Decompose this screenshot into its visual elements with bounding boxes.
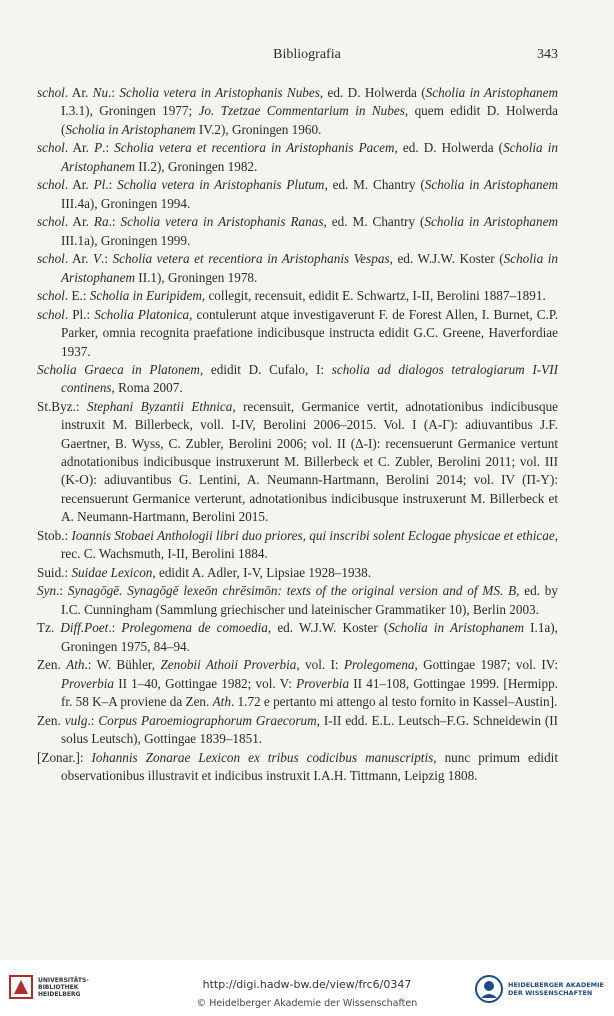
bibliography-entry: Scholia Graeca in Platonem, edidit D. Cufalo, I: scholia ad dialogos tetralogiarum I-VII continens, Roma 2007. [37, 362, 558, 396]
bibliography-entry: Suid.: Suidae Lexicon, edidit A. Adler, I-V, Lipsiae 1928–1938. [37, 564, 372, 580]
page-number: 343 [537, 47, 558, 62]
academy-logo-line: DER WISSENSCHAFTEN [508, 989, 593, 997]
bibliography-entry: schol. E.: Scholia in Euripidem, collegit, recensuit, edidit E. Schwartz, I-II, Berolini 1887–1891. [37, 288, 546, 304]
bibliography-entry: Zen. vulg.: Corpus Paroemiographorum Graecorum, I-II edd. E.L. Leutsch–F.G. Schneidewin (II solus Leutsch), Gottingae 1839–1851. [37, 712, 559, 746]
bibliography-list [37, 84, 558, 786]
bibliography-entry: schol. Ar. P.: Scholia vetera et recentiora in Aristophanis Pacem, ed. D. Holwerda (Scholia in Aristophanem II.2), Groningen 1982. [37, 140, 558, 174]
bibliography-entry: [Zonar.]: Iohannis Zonarae Lexicon ex tribus codicibus manuscriptis, nunc primum edidit observationibus illustravit et indicibus instruxit I.A.H. Tittmann, Leipzig 1808. [37, 749, 558, 783]
source-url-link[interactable]: http://digi.hadw-bw.de/view/frc6/0347 [202, 978, 412, 991]
bibliography-entry: schol. Ar. Nu.: Scholia vetera in Aristophanis Nubes, ed. D. Holwerda (Scholia in Aristophanem I.3.1), Groningen 1977; Jo. Tzetzae Commentarium in Nubes, quem edidit D. Holwerda (Scholia in Aristophanem IV.2), Groningen 1960. [37, 85, 559, 137]
bibliography-entry: Stob.: Ioannis Stobaei Anthologii libri duo priores, qui inscribi solent Eclogae physicae et ethicae, rec. C. Wachsmuth, I-II, Berolini 1884. [37, 527, 558, 561]
running-head-title: Bibliografia [273, 47, 341, 62]
running-head [0, 47, 614, 67]
bibliography-entry: schol. Ar. Ra.: Scholia vetera in Aristophanis Ranas, ed. M. Chantry (Scholia in Aristophanem III.1a), Groningen 1999. [37, 214, 558, 248]
bibliography-entry: schol. Pl.: Scholia Platonica, contulerunt atque investigaverunt F. de Forest Allen, I. Burnet, C.P. Parker, omnia recognita praefatione indicibusque instructa edidit G.C. Greene, Haverfordiae 1937. [37, 306, 558, 359]
academy-logo-line: HEIDELBERGER AKADEMIE [508, 981, 604, 989]
academy-logo[interactable] [474, 974, 604, 1004]
bibliography-entry: Zen. Ath.: W. Bühler, Zenobii Athoii Proverbia, vol. I: Prolegomena, Gottingae 1987; vol. IV: Proverbia II 1–40, Gottingae 1982; vol. V: Proverbia II 41–108, Gottingae 1999. [Hermipp. fr. 58 K–A proviene da Zen. Ath. 1.72 e pertanto mi attengo al testo fornito in Kassel–Austin]. [37, 657, 558, 709]
academy-seal-icon [474, 974, 504, 1004]
bibliography-entry: St.Byz.: Stephani Byzantii Ethnica, recensuit, Germanice vertit, adnotationibus indicibusque instruxit M. Billerbeck, voll. I-IV, Berolini 2006–2015. Vol. I (Α-Γ): adiuvantibus J.F. Gaertner, B. Wyss, C. Zubler, Berolini 2006; vol. II (Δ-Ι): recensuerunt Germanice vertunt adnotationibus indicibusque instruxerunt M. Billerbeck et C. Zubler, Berolini 2011; vol. III (Κ-Ο): adiuvantibus G. Lentini, A. Neumann-Hartmann, Berolini 2014; vol. IV (Π-Υ): recensuerunt Germanice verterunt, adnotationibus indicibusque instruxerunt M. Billerbeck et A. Neumann-Hartmann, Berolini 2015. [37, 399, 559, 524]
bibliography-entry: Syn.: Synagōgē. Synagōgē lexeōn chrēsimōn: texts of the original version and of MS. B, ed. by I.C. Cunningham (Sammlung griechischer und lateinischer Grammatiker 10), Berlin 2003. [37, 583, 558, 617]
academy-logo-text [508, 981, 604, 997]
library-logo-line: UNIVERSITÄTS- [38, 976, 89, 984]
bibliography-entry: schol. Ar. Pl.: Scholia vetera in Aristophanis Plutum, ed. M. Chantry (Scholia in Aristophanem III.4a), Groningen 1994. [37, 177, 558, 211]
bibliography-entry: Tz. Diff.Poet.: Prolegomena de comoedia, ed. W.J.W. Koster (Scholia in Aristophanem I.1a), Groningen 1975, 84–94. [37, 620, 558, 654]
copyright-text: © Heidelberger Akademie der Wissenschaften [196, 998, 418, 1009]
library-logo-line: HEIDELBERG [38, 990, 81, 998]
library-logo-line: BIBLIOTHEK [38, 983, 79, 991]
bibliography-entry: schol. Ar. V.: Scholia vetera et recentiora in Aristophanis Vespas, ed. W.J.W. Koster (Scholia in Aristophanem II.1), Groningen 1978. [37, 251, 558, 285]
footer-bar [0, 960, 614, 1016]
